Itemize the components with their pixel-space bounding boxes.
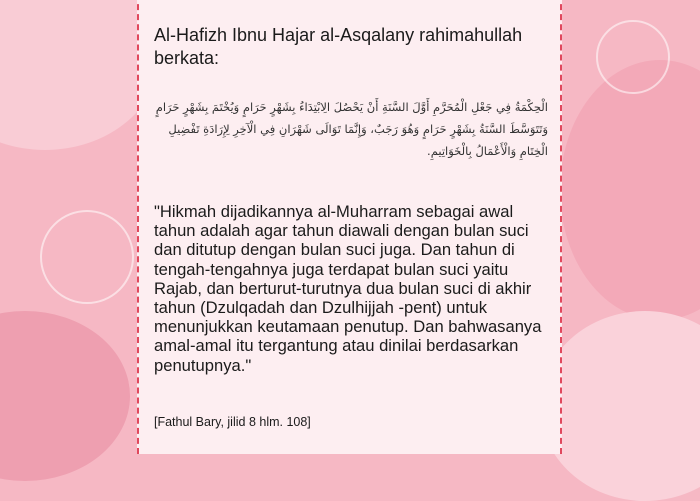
quote-card <box>137 0 562 454</box>
translation-text: "Hikmah dijadikannya al-Muharram sebagai awal tahun adalah agar tahun diawali dengan bulan suci dan ditutup dengan bulan suci juga. Dan tahun di tengah-tengahnya juga terdapat bulan suci yaitu Rajab, dan berturut-turutnya dua bulan suci di akhir tahun (Dzulqadah dan Dzulhijjah -pent) untuk menunjukkan keutamaan penutup. Dan bahwasanya amal-amal itu tergantung atau dinilai berdasarkan penutupnya." <box>154 202 542 375</box>
decorative-ring <box>40 210 134 304</box>
arabic-quote: الْحِكْمَةُ فِي جَعْلِ الْمُحَرَّمِ أَوَّلَ السَّنَةِ أَنْ يَحْصُلَ الِابْتِدَاءُ بِشَهْرٍ حَرَامٍ وَيُخْتَمَ بِشَهْرٍ حَرَامٍ وَتَتَوَسَّطَ السَّنَةُ بِشَهْرٍ حَرَامٍ وَهُوَ رَجَبٌ، وَإِنَّمَا تَوَالَى شَهْرَانِ فِي الْآخِرِ لِإِرَادَةِ تَفْضِيلِ الْخِتَامِ وَالْأَعْمَالُ بِالْخَوَاتِيمِ. <box>155 100 548 158</box>
background-blob <box>0 311 130 481</box>
background-blob <box>560 60 700 320</box>
background-blob <box>540 311 700 501</box>
source-citation: [Fathul Bary, jilid 8 hlm. 108] <box>154 415 311 429</box>
decorative-ring <box>596 20 670 94</box>
background-blob <box>0 0 160 150</box>
quote-heading: Al-Hafizh Ibnu Hajar al-Asqalany rahimahullah berkata: <box>154 25 523 68</box>
